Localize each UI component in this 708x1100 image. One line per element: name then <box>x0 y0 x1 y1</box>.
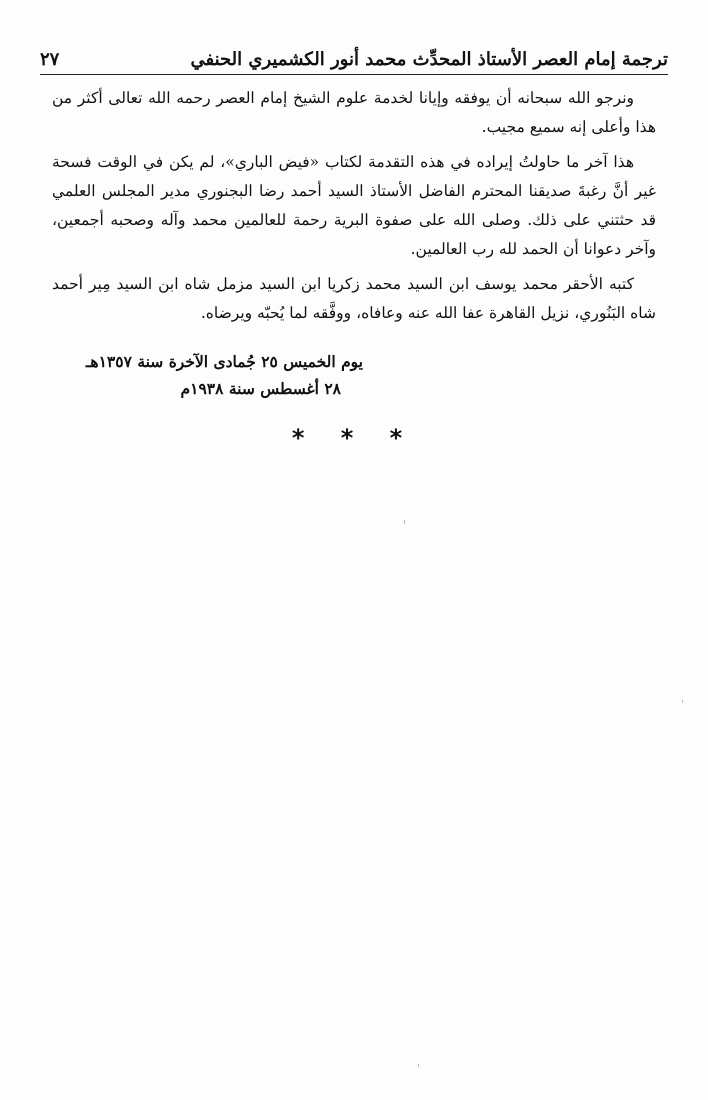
header-title: ترجمة إمام العصر الأستاذ المحدِّث محمد أنور الكشميري الحنفي <box>190 49 668 70</box>
scan-speck <box>682 700 683 703</box>
section-separator: * * * <box>291 424 417 452</box>
scan-speck <box>418 1064 419 1067</box>
date-block <box>86 348 363 402</box>
scan-speck <box>404 520 405 524</box>
page-number: ٢٧ <box>40 49 60 70</box>
paragraph-end-of-introduction: هذا آخر ما حاولتُ إيراده في هذه التقدمة لكتاب «فيض الباري»، لم يكن في الوقت فسحة غير أنَّ رغبةَ صديقنا المحترم الفاضل الأستاذ السيد أحمد رضا البجنوري مدير المجلس العلمي قد حثتني على ذلك. وصلى الله على صفوة البرية رحمة للعالمين محمد وآله وصحبه أجمعين، وآخر دعوانا أن الحمد لله رب العالمين. <box>52 153 656 258</box>
gregorian-date: ٢٨ أغسطس سنة ١٩٣٨م <box>180 379 341 398</box>
body-text <box>52 84 656 334</box>
paragraph-closing-prayer: ونرجو الله سبحانه أن يوفقه وإيانا لخدمة علوم الشيخ إمام العصر رحمه الله تعالى أكثر من هذا وأعلى إنه سميع مجيب. <box>52 89 656 136</box>
running-header <box>40 36 668 70</box>
paragraph-author-signature: كتبه الأحقر محمد يوسف ابن السيد محمد زكريا ابن السيد مزمل شاه ابن السيد مِير أحمد شاه البَنُوري، نزيل القاهرة عفا الله عنه وعافاه، ووفَّقه لما يُحبّه ويرضاه. <box>52 275 656 322</box>
header-rule <box>40 74 668 75</box>
hijri-date: يوم الخميس ٢٥ جُمادى الآخرة سنة ١٣٥٧هـ <box>85 352 363 371</box>
